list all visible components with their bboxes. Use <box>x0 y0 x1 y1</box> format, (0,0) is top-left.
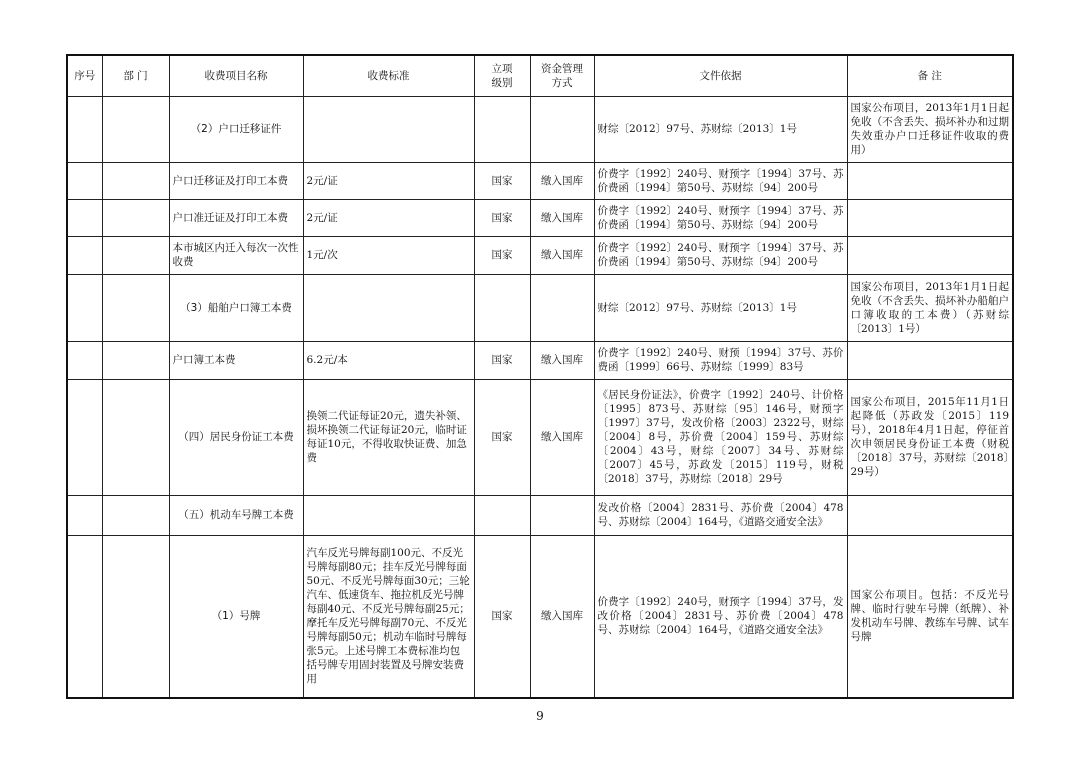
table-row <box>67 199 1013 236</box>
cell-dept <box>102 96 169 162</box>
header-fund <box>530 55 594 96</box>
cell-item: （五）机动车号牌工本费 <box>169 495 303 535</box>
cell-remark: 国家公布项目。包括：不反光号牌、临时行驶车号牌（纸牌）、补发机动车号牌、教练车号牌、试车号牌 <box>847 535 1013 698</box>
cell-dept <box>102 199 169 236</box>
header-level <box>474 55 530 96</box>
cell-item: （2）户口迁移证件 <box>169 96 303 162</box>
cell-basis: 价费字〔1992〕240号，财预字〔1994〕37号，发改价格〔2004〕2831号、苏价费〔2004〕478号、苏财综〔2004〕164号，《道路交通安全法》 <box>594 535 847 698</box>
cell-level <box>474 274 530 341</box>
cell-dept <box>102 162 169 199</box>
cell-no <box>67 379 102 495</box>
cell-level <box>474 495 530 535</box>
header-row <box>67 55 1013 96</box>
cell-level: 国家 <box>474 199 530 236</box>
cell-item: 户口准迁证及打印工本费 <box>169 199 303 236</box>
cell-remark <box>847 236 1013 274</box>
cell-level: 国家 <box>474 535 530 698</box>
cell-basis: 价费字〔1992〕240号、财预字〔1994〕37号、苏价费函〔1994〕第50号、苏财综〔94〕200号 <box>594 162 847 199</box>
cell-remark <box>847 162 1013 199</box>
header-dept: 部 门 <box>102 55 169 96</box>
header-remark: 备 注 <box>847 55 1013 96</box>
cell-dept <box>102 274 169 341</box>
cell-standard: 6.2元/本 <box>303 341 474 379</box>
cell-basis: 发改价格〔2004〕2831号、苏价费〔2004〕478号、苏财综〔2004〕164号，《道路交通安全法》 <box>594 495 847 535</box>
cell-level: 国家 <box>474 162 530 199</box>
cell-standard: 换领二代证每证20元，遗失补领、损坏换领二代证每证20元，临时证每证10元，不得收取快证费、加急费 <box>303 379 474 495</box>
cell-standard <box>303 96 474 162</box>
cell-no <box>67 96 102 162</box>
cell-fund: 缴入国库 <box>530 379 594 495</box>
cell-level: 国家 <box>474 379 530 495</box>
table-row <box>67 236 1013 274</box>
cell-dept <box>102 495 169 535</box>
cell-level: 国家 <box>474 236 530 274</box>
table-row <box>67 341 1013 379</box>
fee-table <box>66 54 1014 699</box>
cell-level: 国家 <box>474 341 530 379</box>
cell-basis: 价费字〔1992〕240号、财预字〔1994〕37号、苏价费函〔1994〕第50号、苏财综〔94〕200号 <box>594 199 847 236</box>
cell-dept <box>102 379 169 495</box>
cell-no <box>67 535 102 698</box>
header-no: 序号 <box>67 55 102 96</box>
cell-no <box>67 236 102 274</box>
cell-no <box>67 162 102 199</box>
cell-remark: 国家公布项目，2015年11月1日起降低（苏政发〔2015〕119号），2018年4月1日起，停征首次申领居民身份证工本费（财税〔2018〕37号，苏财综〔2018〕29号） <box>847 379 1013 495</box>
cell-remark <box>847 495 1013 535</box>
cell-fund <box>530 495 594 535</box>
page-number: 9 <box>536 709 544 723</box>
header-fund-line2: 方式 <box>551 76 573 89</box>
cell-dept <box>102 236 169 274</box>
cell-remark <box>847 341 1013 379</box>
cell-item: 户口簿工本费 <box>169 341 303 379</box>
cell-basis: 价费字〔1992〕240号、财预〔1994〕37号、苏价费函〔1999〕66号、苏财综〔1999〕83号 <box>594 341 847 379</box>
header-fund-line1: 资金管理 <box>541 62 583 75</box>
cell-remark: 国家公布项目，2013年1月1日起免收（不含丢失、损坏补办船舶户口簿收取的工本费）（苏财综〔2013〕1号） <box>847 274 1013 341</box>
cell-dept <box>102 341 169 379</box>
header-standard: 收费标准 <box>303 55 474 96</box>
cell-standard: 1元/次 <box>303 236 474 274</box>
cell-fund <box>530 274 594 341</box>
cell-item: 本市城区内迁入每次一次性收费 <box>169 236 303 274</box>
cell-fund: 缴入国库 <box>530 341 594 379</box>
cell-remark: 国家公布项目，2013年1月1日起免收（不含丢失、损坏补办和过期失效重办户口迁移证件收取的费用） <box>847 96 1013 162</box>
cell-standard: 2元/证 <box>303 199 474 236</box>
cell-item: （1）号牌 <box>169 535 303 698</box>
cell-basis: 价费字〔1992〕240号、财预字〔1994〕37号、苏价费函〔1994〕第50号、苏财综〔94〕200号 <box>594 236 847 274</box>
cell-standard: 2元/证 <box>303 162 474 199</box>
cell-fund: 缴入国库 <box>530 162 594 199</box>
cell-item: 户口迁移证及打印工本费 <box>169 162 303 199</box>
cell-basis: 财综〔2012〕97号、苏财综〔2013〕1号 <box>594 274 847 341</box>
table-row <box>67 379 1013 495</box>
cell-fund: 缴入国库 <box>530 236 594 274</box>
header-level-line1: 立项 <box>491 62 513 75</box>
cell-no <box>67 341 102 379</box>
cell-basis: 财综〔2012〕97号、苏财综〔2013〕1号 <box>594 96 847 162</box>
cell-item: （四）居民身份证工本费 <box>169 379 303 495</box>
cell-no <box>67 274 102 341</box>
cell-no <box>67 495 102 535</box>
header-level-line2: 级别 <box>491 76 513 89</box>
table-row <box>67 96 1013 162</box>
cell-fund <box>530 96 594 162</box>
table-row <box>67 274 1013 341</box>
cell-basis: 《居民身份证法》，价费字〔1992〕240号、计价格〔1995〕873号、苏财综〔95〕146号，财预字〔1997〕37号，发改价格〔2003〕2322号，财综〔2004〕8号，苏价费〔2004〕159号、苏财综〔2004〕43号，财综〔2007〕34号、苏财综〔2007〕45号，苏政发〔2015〕119号，财税〔2018〕37号，苏财综〔2018〕29号 <box>594 379 847 495</box>
header-basis: 文件依据 <box>594 55 847 96</box>
cell-dept <box>102 535 169 698</box>
cell-standard: 汽车反光号牌每副100元、不反光号牌每副80元；挂车反光号牌每面50元、不反光号牌每面30元；三轮汽车、低速货车、拖拉机反光号牌每副40元、不反光号牌每副25元；摩托车反光号牌每副70元、不反光号牌每副50元；机动车临时号牌每张5元。上述号牌工本费标准均包括号牌专用固封装置及号牌安装费用 <box>303 535 474 698</box>
table-row <box>67 162 1013 199</box>
cell-fund: 缴入国库 <box>530 199 594 236</box>
table-row <box>67 495 1013 535</box>
cell-remark <box>847 199 1013 236</box>
cell-item: （3）船舶户口簿工本费 <box>169 274 303 341</box>
table-row <box>67 535 1013 698</box>
header-item: 收费项目名称 <box>169 55 303 96</box>
cell-no <box>67 199 102 236</box>
cell-fund: 缴入国库 <box>530 535 594 698</box>
cell-standard <box>303 495 474 535</box>
cell-standard <box>303 274 474 341</box>
cell-level <box>474 96 530 162</box>
